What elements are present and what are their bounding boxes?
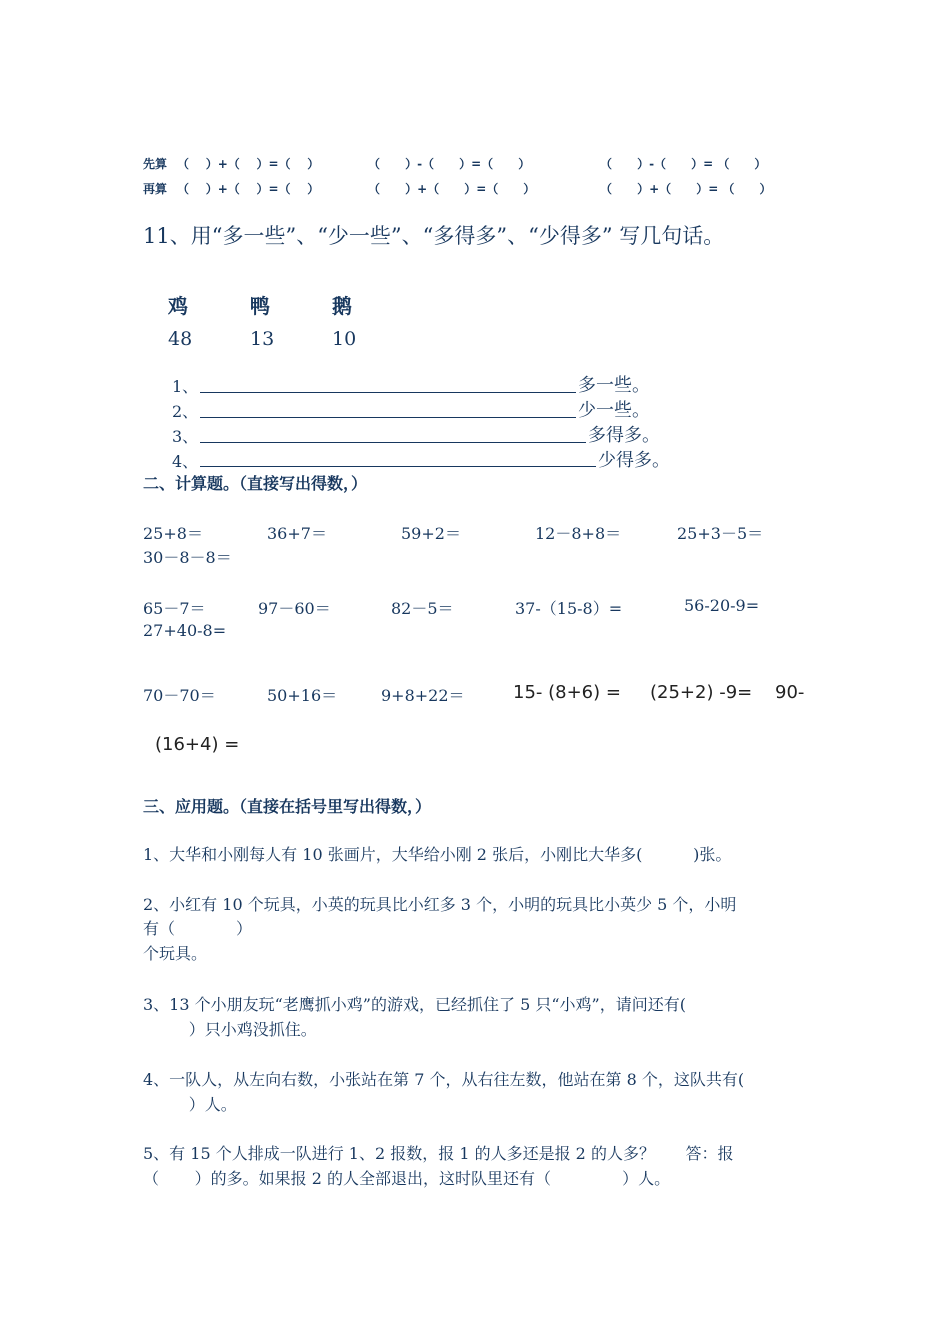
order-expr-a: （ ）+（ ）=（ ） bbox=[177, 157, 320, 171]
order-expr-b: （ ）-（ ）=（ ） bbox=[368, 157, 531, 171]
calc-expression: 56-20-9= bbox=[684, 596, 760, 615]
answer-line[interactable] bbox=[200, 417, 576, 418]
animal-count: 13 bbox=[250, 328, 275, 350]
calc-expression: 36+7＝ bbox=[267, 524, 327, 543]
animal-count: 10 bbox=[332, 328, 357, 350]
calc-expression: 9+8+22＝ bbox=[381, 686, 465, 705]
calc-expression: 25+3－5＝ bbox=[677, 524, 764, 543]
calc-expression: 50+16＝ bbox=[267, 686, 338, 705]
problem-line: 3、13 个小朋友玩“老鹰抓小鸡”的游戏，已经抓住了 5 只“小鸡”，请问还有( bbox=[143, 995, 686, 1014]
problem-line: 有（ ） bbox=[143, 919, 253, 938]
calc-expression: 82－5＝ bbox=[391, 599, 454, 618]
animal-name: 鸡 bbox=[168, 294, 188, 318]
calc-expression: 15- (8+6) = bbox=[513, 682, 621, 703]
section-2-title: 二、计算题。（直接写出得数，） bbox=[143, 474, 368, 493]
calc-expression: (16+4) = bbox=[155, 734, 240, 755]
animal-name: 鸭 bbox=[250, 294, 270, 318]
line-number: 1、 bbox=[172, 377, 199, 396]
line-suffix: 多一些。 bbox=[578, 375, 650, 396]
problem-line: （ ）的多。如果报 2 的人全部退出，这时队里还有（ ）人。 bbox=[143, 1169, 671, 1188]
calc-expression: 70－70＝ bbox=[143, 686, 216, 705]
line-suffix: 少得多。 bbox=[598, 450, 670, 471]
animal-name: 鹅 bbox=[332, 294, 352, 318]
line-number: 3、 bbox=[172, 427, 199, 446]
calc-expression: 59+2＝ bbox=[401, 524, 461, 543]
order-expr-b: （ ）+（ ）=（ ） bbox=[368, 182, 536, 196]
calc-expression: 37-（15-8）= bbox=[515, 599, 623, 618]
problem-line: 2、小红有 10 个玩具，小英的玩具比小红多 3 个，小明的玩具比小英少 5 个，小明 bbox=[143, 895, 737, 914]
problem-line: 个玩具。 bbox=[143, 944, 208, 963]
answer-line[interactable] bbox=[200, 466, 596, 467]
calc-expression: 65－7＝ bbox=[143, 599, 206, 618]
problem-line: ）只小鸡没抓住。 bbox=[143, 1020, 317, 1039]
answer-line[interactable] bbox=[200, 392, 576, 393]
calc-expression: 27+40-8= bbox=[143, 621, 227, 640]
problem-line: ）人。 bbox=[143, 1095, 237, 1114]
order-row-label: 再算 bbox=[143, 182, 168, 196]
line-suffix: 少一些。 bbox=[578, 400, 650, 421]
calc-expression: (25+2) -9= bbox=[650, 682, 753, 703]
order-expr-a: （ ）+（ ）=（ ） bbox=[177, 182, 320, 196]
order-expr-c: （ ）-（ ）= （ ） bbox=[600, 157, 767, 171]
calc-expression: 97－60＝ bbox=[258, 599, 331, 618]
line-number: 2、 bbox=[172, 402, 199, 421]
calc-expression: 30－8－8＝ bbox=[143, 548, 232, 567]
problem-line: 5、有 15 个人排成一队进行 1、2 报数，报 1 的人多还是报 2 的人多？ 答：报 bbox=[143, 1144, 734, 1163]
problem-line: 4、一队人，从左向右数，小张站在第 7 个，从右往左数，他站在第 8 个，这队共有( bbox=[143, 1070, 745, 1089]
problem-line: 1、大华和小刚每人有 10 张画片，大华给小刚 2 张后，小刚比大华多( )张。 bbox=[143, 845, 732, 864]
question-11-title: 11、用“多一些”、“少一些”、“多得多”、“少得多” 写几句话。 bbox=[143, 224, 725, 248]
line-suffix: 多得多。 bbox=[588, 425, 660, 446]
calc-expression: 25+8＝ bbox=[143, 524, 203, 543]
order-expr-c: （ ）+（ ）= （ ） bbox=[600, 182, 772, 196]
calc-expression: 12－8+8＝ bbox=[535, 524, 622, 543]
answer-line[interactable] bbox=[200, 442, 586, 443]
order-row-label: 先算 bbox=[143, 157, 168, 171]
animal-count: 48 bbox=[168, 328, 193, 350]
line-number: 4、 bbox=[172, 452, 199, 471]
section-3-title: 三、应用题。（直接在括号里写出得数，） bbox=[143, 797, 432, 816]
calc-expression: 90- bbox=[775, 682, 805, 703]
